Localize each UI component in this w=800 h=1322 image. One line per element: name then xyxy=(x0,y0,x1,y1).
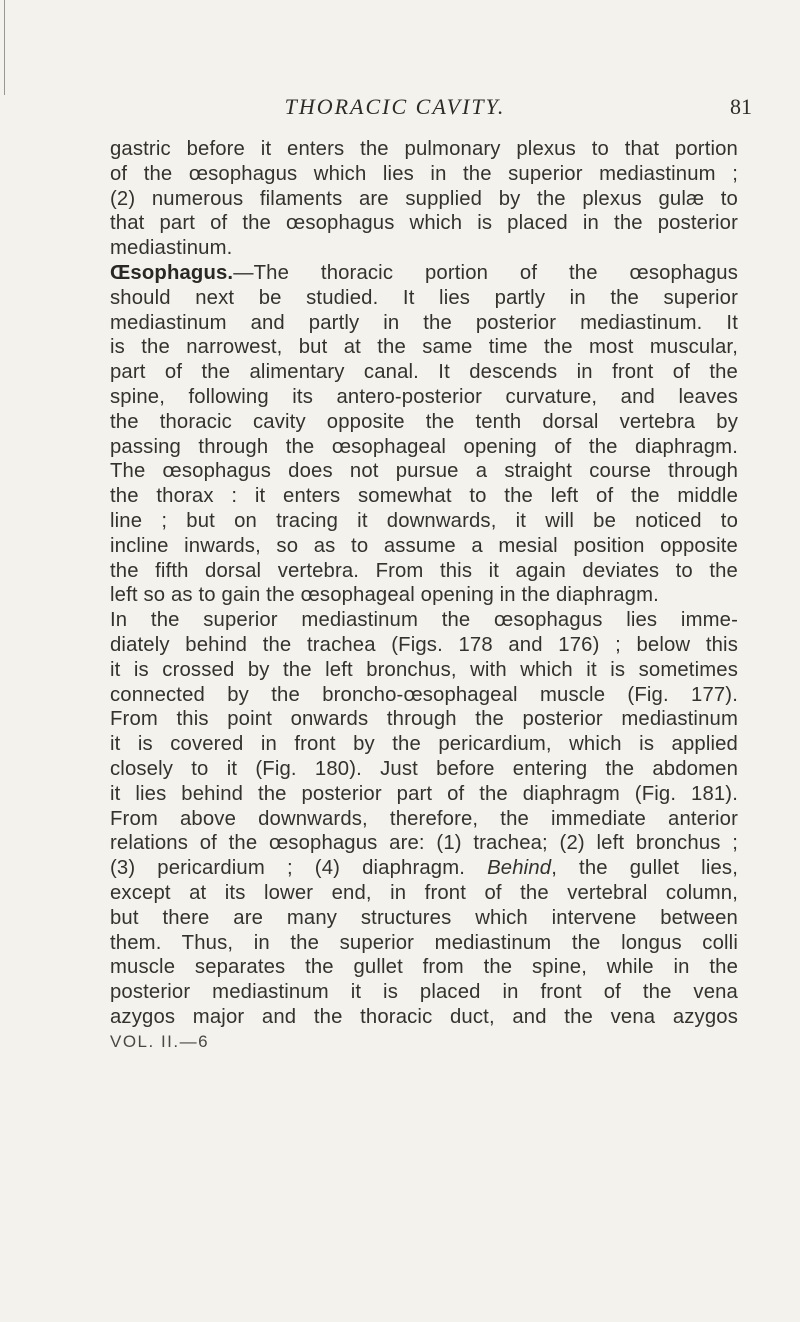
text-line: part of the alimentary canal. It descends in front of the xyxy=(110,361,738,384)
text-line: closely to it (Fig. 180). Just before entering the abdomen xyxy=(110,757,738,780)
text-line: that part of the œsophagus which is placed in the posterior xyxy=(110,212,738,235)
text-run: , the gullet lies, xyxy=(551,857,738,880)
running-head xyxy=(0,94,800,124)
text-line: the thoracic cavity opposite the tenth dorsal vertebra by xyxy=(110,410,738,433)
text-line: line ; but on tracing it downwards, it will be noticed to xyxy=(110,509,738,532)
text-line: The œsophagus does not pursue a straight course through xyxy=(110,460,738,483)
text-line: left so as to gain the œsophageal opening in the diaphragm. xyxy=(110,584,659,607)
text-line: it is crossed by the left bronchus, with which it is sometimes xyxy=(110,658,738,681)
text-line: them. Thus, in the superior mediastinum the longus colli xyxy=(110,931,738,954)
mixed-italic-line xyxy=(110,856,738,881)
text-line: From this point onwards through the posterior mediastinum xyxy=(110,708,738,731)
text-line: but there are many structures which intervene between xyxy=(110,906,738,929)
text-line: except at its lower end, in front of the vertebral column, xyxy=(110,881,738,904)
text-line: connected by the broncho-œsophageal muscle (Fig. 177). xyxy=(110,683,738,706)
section-heading-oesophagus: Œsophagus. xyxy=(110,261,234,284)
text-line: it is covered in front by the pericardium, which is applied xyxy=(110,733,738,756)
volume-signature: VOL. II.—6 xyxy=(110,1031,210,1051)
italic-word-behind: Behind xyxy=(487,857,552,880)
text-line: it lies behind the posterior part of the diaphragm (Fig. 181). xyxy=(110,782,738,805)
text-run: —The thoracic portion of the œsophagus xyxy=(233,261,738,284)
text-line: relations of the œsophagus are: (1) trachea; (2) left bronchus ; xyxy=(110,832,738,855)
text-line: should next be studied. It lies partly in the superior xyxy=(110,286,738,309)
text-line: incline inwards, so as to assume a mesial position opposite xyxy=(110,534,738,557)
text-line: is the narrowest, but at the same time the most muscular, xyxy=(110,336,738,359)
text-line: mediastinum and partly in the posterior mediastinum. It xyxy=(110,311,738,334)
text-line: the fifth dorsal vertebra. From this it again deviates to the xyxy=(110,559,738,582)
running-title: THORACIC CAVITY. xyxy=(284,94,506,119)
text-line: azygos major and the thoracic duct, and the vena azygos xyxy=(110,1005,738,1028)
body-text xyxy=(110,137,738,1054)
text-line: posterior mediastinum it is placed in front of the vena xyxy=(110,981,738,1004)
text-line: In the superior mediastinum the œsophagus lies imme- xyxy=(110,609,738,632)
text-line: From above downwards, therefore, the immediate anterior xyxy=(110,807,738,830)
paragraph-heading-line xyxy=(110,261,738,286)
text-run: (3) pericardium ; (4) diaphragm. xyxy=(110,857,488,880)
text-line: diately behind the trachea (Figs. 178 and 176) ; below this xyxy=(110,633,738,656)
text-line: gastric before it enters the pulmonary plexus to that portion xyxy=(110,138,738,160)
page-edge-line xyxy=(4,0,5,95)
text-line: mediastinum. xyxy=(110,237,233,260)
text-line: the thorax : it enters somewhat to the left of the middle xyxy=(110,485,738,508)
text-line: spine, following its antero-posterior curvature, and leaves xyxy=(110,385,738,408)
text-line: of the œsophagus which lies in the superior mediastinum ; xyxy=(110,162,738,185)
text-line: muscle separates the gullet from the spine, while in the xyxy=(110,956,738,979)
page-number: 81 xyxy=(730,94,752,119)
text-line: passing through the œsophageal opening of the diaphragm. xyxy=(110,435,738,458)
text-line: (2) numerous filaments are supplied by the plexus gulæ to xyxy=(110,187,738,210)
